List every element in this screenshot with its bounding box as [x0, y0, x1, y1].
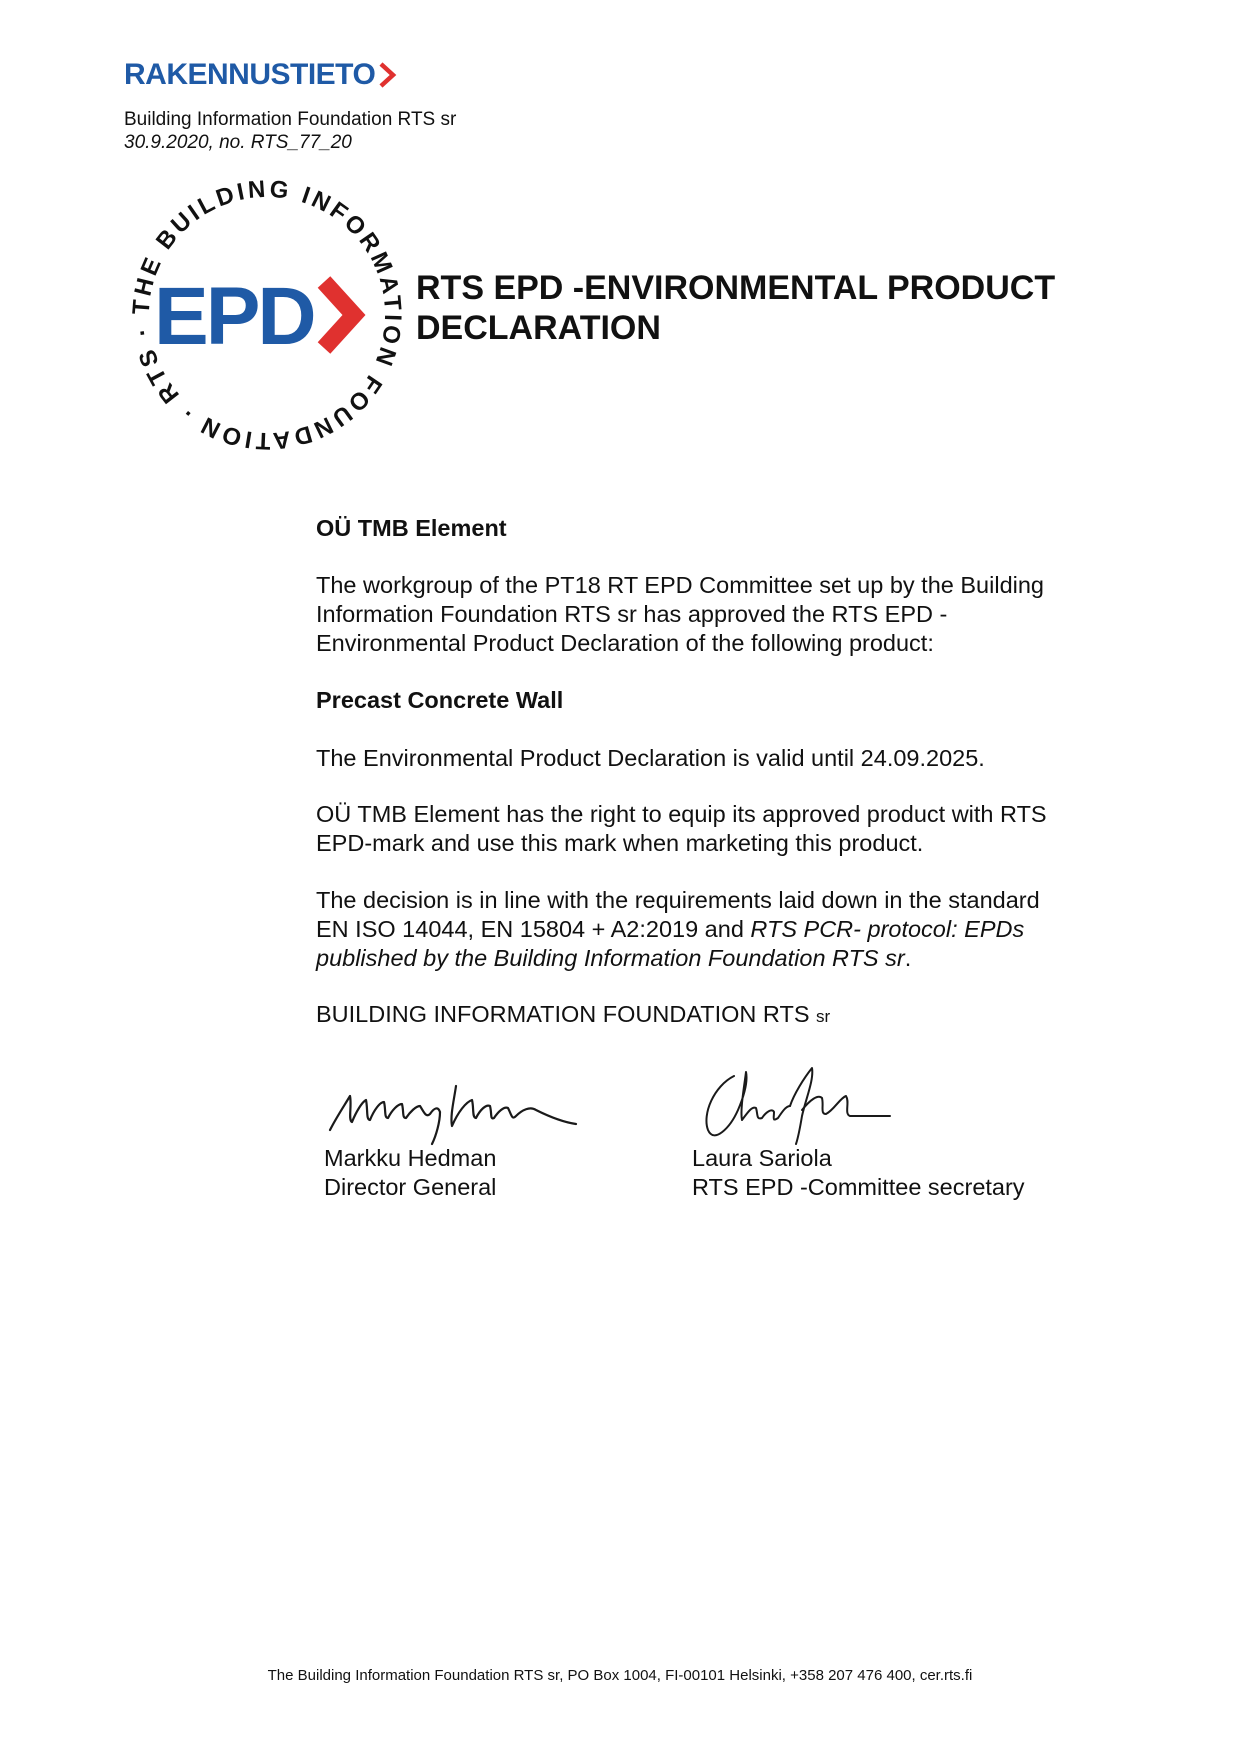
document-date-number: 30.9.2020, no. RTS_77_20	[124, 132, 352, 153]
rakennustieto-logo	[124, 58, 397, 92]
seal-chevron-icon	[324, 282, 354, 348]
signatory-2-role: RTS EPD -Committee secretary	[692, 1174, 1025, 1200]
epd-seal	[122, 170, 412, 460]
signature-markku-hedman	[326, 1066, 626, 1146]
rights-paragraph	[316, 800, 1106, 858]
standards-paragraph	[316, 886, 1106, 973]
approval-line-1: The workgroup of the PT18 RT EPD Committee set up by the Building	[316, 572, 1044, 598]
rights-line-2: EPD-mark and use this mark when marketing this product.	[316, 830, 924, 856]
signature-laura-sariola	[694, 1058, 904, 1148]
document-title	[416, 268, 1116, 348]
footer-contact: The Building Information Foundation RTS sr, PO Box 1004, FI-00101 Helsinki, +358 207 476 400, cer.rts.fi	[267, 1667, 973, 1684]
standards-line-2-plain: EN ISO 14044, EN 15804 + A2:2019 and	[316, 916, 751, 942]
standards-line-2	[316, 915, 1106, 944]
seal-ring-text: THE BUILDING INFORMATION FOUNDATION · RTS ·	[127, 175, 407, 455]
approval-paragraph	[316, 571, 1106, 658]
product-name: Precast Concrete Wall	[316, 687, 564, 713]
standards-line-3-italic: published by the Building Information Foundation RTS sr	[316, 945, 905, 971]
foundation-signoff	[316, 1000, 1106, 1031]
signatory-2	[692, 1144, 1025, 1202]
company-name: OÜ TMB Element	[316, 515, 507, 541]
title-line-1: RTS EPD -ENVIRONMENTAL PRODUCT	[416, 269, 1056, 307]
title-line-2: DECLARATION	[416, 309, 661, 347]
signatory-2-name: Laura Sariola	[692, 1145, 832, 1171]
validity-statement: The Environmental Product Declaration is valid until 24.09.2025.	[316, 745, 985, 771]
standards-line-3-end: .	[904, 945, 912, 971]
approval-line-2: Information Foundation RTS sr has approved the RTS EPD -	[316, 601, 948, 627]
standards-line-1: The decision is in line with the requirements laid down in the standard	[316, 887, 1040, 913]
foundation-signoff-text: BUILDING INFORMATION FOUNDATION RTS	[316, 1001, 810, 1027]
logo-text: RAKENNUSTIETO	[124, 58, 376, 91]
foundation-signoff-suffix: sr	[816, 1007, 831, 1026]
chevron-right-icon	[379, 62, 397, 88]
seal-center-text: EPD	[154, 271, 314, 362]
signatory-1-role: Director General	[324, 1174, 497, 1200]
rights-line-1: OÜ TMB Element has the right to equip its approved product with RTS	[316, 801, 1047, 827]
signatory-1	[324, 1144, 496, 1202]
approval-line-3: Environmental Product Declaration of the following product:	[316, 630, 934, 656]
signatory-1-name: Markku Hedman	[324, 1145, 497, 1171]
standards-line-2-italic: RTS PCR- protocol: EPDs	[750, 916, 1025, 942]
foundation-name: Building Information Foundation RTS sr	[124, 109, 457, 130]
standards-line-3	[316, 944, 1106, 973]
